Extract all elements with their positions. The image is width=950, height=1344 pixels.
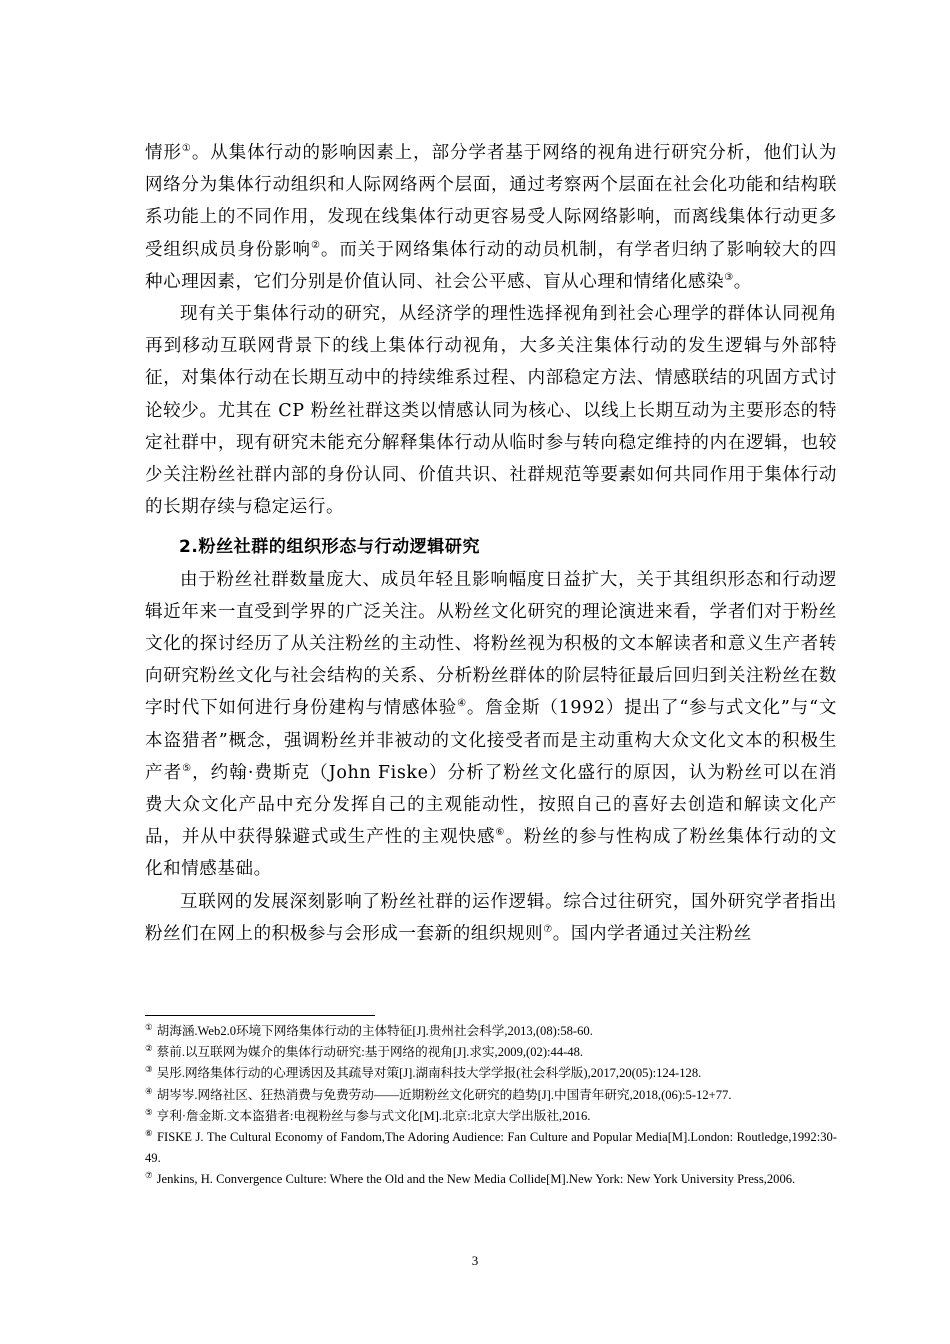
footnote-item: [145, 1063, 837, 1084]
paragraph-text: 。: [733, 271, 752, 292]
footnote-text: 胡海涵.Web2.0环境下网络集体行动的主体特征[J].贵州社会科学,2013,(08):58-60.: [156, 1024, 593, 1038]
footnote-ref[interactable]: ⑥: [495, 827, 506, 839]
footnote-text: Jenkins, H. Convergence Culture: Where the Old and the New Media Collide[M].New York: New York University Press,2006.: [156, 1172, 796, 1187]
footnote-ref[interactable]: ③: [724, 271, 734, 283]
body-text: [145, 137, 837, 950]
footnote-mark: ④: [145, 1085, 153, 1096]
footnote-item: [145, 1085, 837, 1106]
footnote-ref[interactable]: ⑤: [182, 762, 193, 774]
paragraph-4: [145, 886, 837, 950]
footnote-mark: ⑦: [145, 1170, 153, 1181]
footnote-item: [145, 1169, 837, 1190]
section-heading: 2.粉丝社群的组织形态与行动逻辑研究: [179, 537, 481, 558]
footnote-text: FISKE J. The Cultural Economy of Fandom,The Adoring Audience: Fan Culture and Popular Media[M].London: Routledge,1992:30-49.: [145, 1130, 838, 1166]
footnote-item: [145, 1021, 837, 1042]
page-number: 3: [471, 1253, 479, 1268]
footnote-text: 蔡前.以互联网为媒介的集体行动研究:基于网络的视角[J].求实,2009,(02):44-48.: [156, 1045, 584, 1060]
footnote-item: [145, 1042, 837, 1063]
paragraph-text: 。粉丝的参与性构成了粉丝集体行动的文化和情感基础。: [145, 827, 837, 880]
paragraph-text: 。国内学者通过关注粉丝: [552, 923, 752, 944]
footnote-text: 亨利·詹金斯.文本盗猎者:电视粉丝与参与式文化[M].北京:北京大学出版社,2016.: [156, 1108, 591, 1123]
footnote-mark: ①: [145, 1022, 153, 1032]
footnote-mark: ⑥: [145, 1128, 153, 1139]
paragraph-1: [145, 137, 837, 298]
footnote-text: 吴彤.网络集体行动的心理诱因及其疏导对策[J].湖南科技大学学报(社会科学版),2017,20(05):124-128.: [156, 1066, 702, 1081]
paragraph-3: [145, 564, 837, 886]
footnote-ref[interactable]: ②: [311, 239, 321, 251]
footnote-separator: [145, 1015, 375, 1016]
footnote-mark: ③: [145, 1064, 153, 1075]
paragraph-text: 由于粉丝社群数量庞大、成员年轻且影响幅度日益扩大，关于其组织形态和行动逻辑近年来一直受到学界的广泛关注。从粉丝文化研究的理论演进来看，学者们对于粉丝文化的探讨经历了从关注粉丝的主动性、将粉丝视为积极的文本解读者和意义生产者转向研究粉丝文化与社会结构的关系、分析粉丝群体的阶层特征最后回归到关注粉丝在数字时代下如何进行身份建构与情感体验: [145, 569, 837, 719]
paragraph-text: 。从集体行动的影响因素上，部分学者基于网络的视角进行研究分析，他们认为网络分为集体行动组织和人际网络两个层面，通过考察两个层面在社会化功能和结构联系功能上的不同作用，发现在线集体行动更容易受人际网络影响，而离线集体行动更多受组织成员身份影响: [145, 143, 837, 260]
footnote-mark: ⑤: [145, 1106, 153, 1117]
footnote-mark: ②: [145, 1043, 153, 1054]
paragraph-text: 。詹金斯（1992）提出了“参与式文化”与“文本盗猎者”概念，强调粉丝并非被动的文化接受者而是主动重构大众文化文本的积极生产者: [145, 698, 837, 783]
paragraph-text: 现有关于集体行动的研究，从经济学的理性选择视角到社会心理学的群体认同视角再到移动互联网背景下的线上集体行动视角，大多关注集体行动的发生逻辑与外部特征，对集体行动在长期互动中的持续维系过程、内部稳定方法、情感联结的巩固方式讨论较少。尤其在 CP 粉丝社群这类以情感认同为核心、以线上长期互动为主要形态的特定社群中，现有研究未能充分解释集体行动从临时参与转向稳定维持的内在逻辑，也较少关注粉丝社群内部的身份认同、价值共识、社群规范等要素如何共同作用于集体行动的长期存续与稳定运行。: [145, 304, 837, 518]
footnote-ref[interactable]: ⑦: [543, 923, 553, 935]
footnote-item: [145, 1127, 837, 1169]
paragraph-text: 。而关于网络集体行动的动员机制，有学者归纳了影响较大的四种心理因素，它们分别是价值认同、社会公平感、盲从心理和情绪化感染: [145, 239, 837, 292]
footnote-ref[interactable]: ①: [181, 143, 192, 154]
footnote-text: 胡岑岑.网络社区、狂热消费与免费劳动——近期粉丝文化研究的趋势[J].中国青年研究,2018,(06):5-12+77.: [156, 1087, 732, 1102]
paragraph-text: 互联网的发展深刻影响了粉丝社群的运作逻辑。综合过往研究，国外研究学者指出粉丝们在网上的积极参与会形成一套新的组织规则: [145, 891, 837, 944]
paragraph-text: 情形: [145, 143, 182, 163]
paragraph-2: [145, 298, 837, 523]
footnotes: [145, 1021, 837, 1191]
footnote-ref[interactable]: ④: [457, 698, 467, 710]
footnote-item: [145, 1106, 837, 1127]
paragraph-text: ，约翰·费斯克（John Fiske）分析了粉丝文化盛行的原因，认为粉丝可以在消费大众文化产品中充分发挥自己的主观能动性，按照自己的喜好去创造和解读文化产品，并从中获得躲避式或生产性的主观快感: [145, 762, 837, 848]
